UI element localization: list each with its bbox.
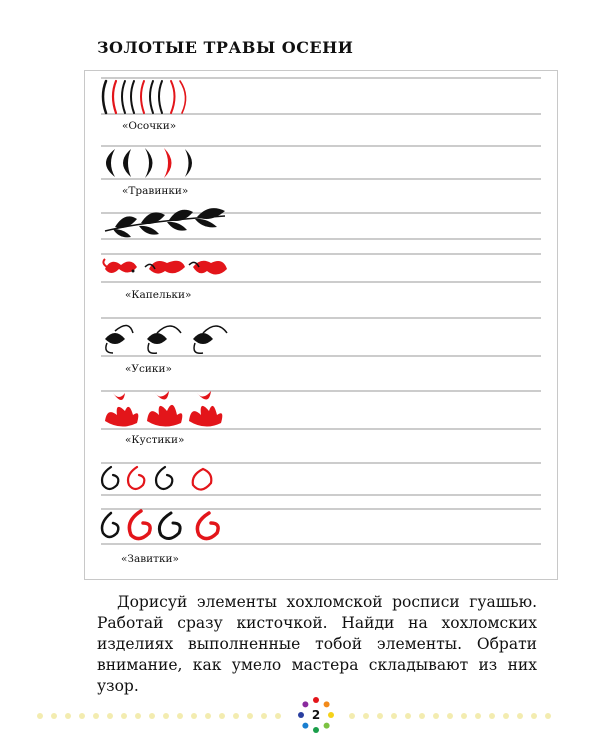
leaf-branch-icon	[105, 208, 225, 237]
worksheet-panel	[84, 70, 558, 580]
curls-row-1-icon	[102, 467, 211, 490]
label-travinki: «Травинки»	[122, 185, 189, 197]
instructions-text	[97, 592, 537, 697]
worksheet-lines	[85, 71, 557, 579]
label-osochki: «Осочки»	[122, 120, 177, 132]
page-number: 2	[311, 708, 321, 722]
droplets-icon	[103, 259, 227, 275]
instructions-paragraph: Дорисуй элементы хохломской росписи гуашью. Работай сразу кисточкой. Найди на хохломских изделиях выполненные тобой элементы. Обрати внимание, как умело мастера складывают из них узор.	[97, 593, 537, 695]
curls-icon	[102, 511, 218, 539]
tendrils-icon	[105, 325, 227, 353]
label-kustiki: «Кустики»	[125, 434, 185, 446]
page-number-badge	[298, 697, 334, 733]
label-usiki: «Усики»	[125, 363, 172, 375]
label-kapelki: «Капельки»	[125, 289, 192, 301]
sedge-strokes-icon	[103, 81, 186, 113]
label-zavitki: «Завитки»	[121, 553, 179, 565]
bushes-icon	[105, 391, 222, 427]
page-title: ЗОЛОТЫЕ ТРАВЫ ОСЕНИ	[97, 38, 354, 57]
grass-blades-icon	[106, 148, 192, 178]
